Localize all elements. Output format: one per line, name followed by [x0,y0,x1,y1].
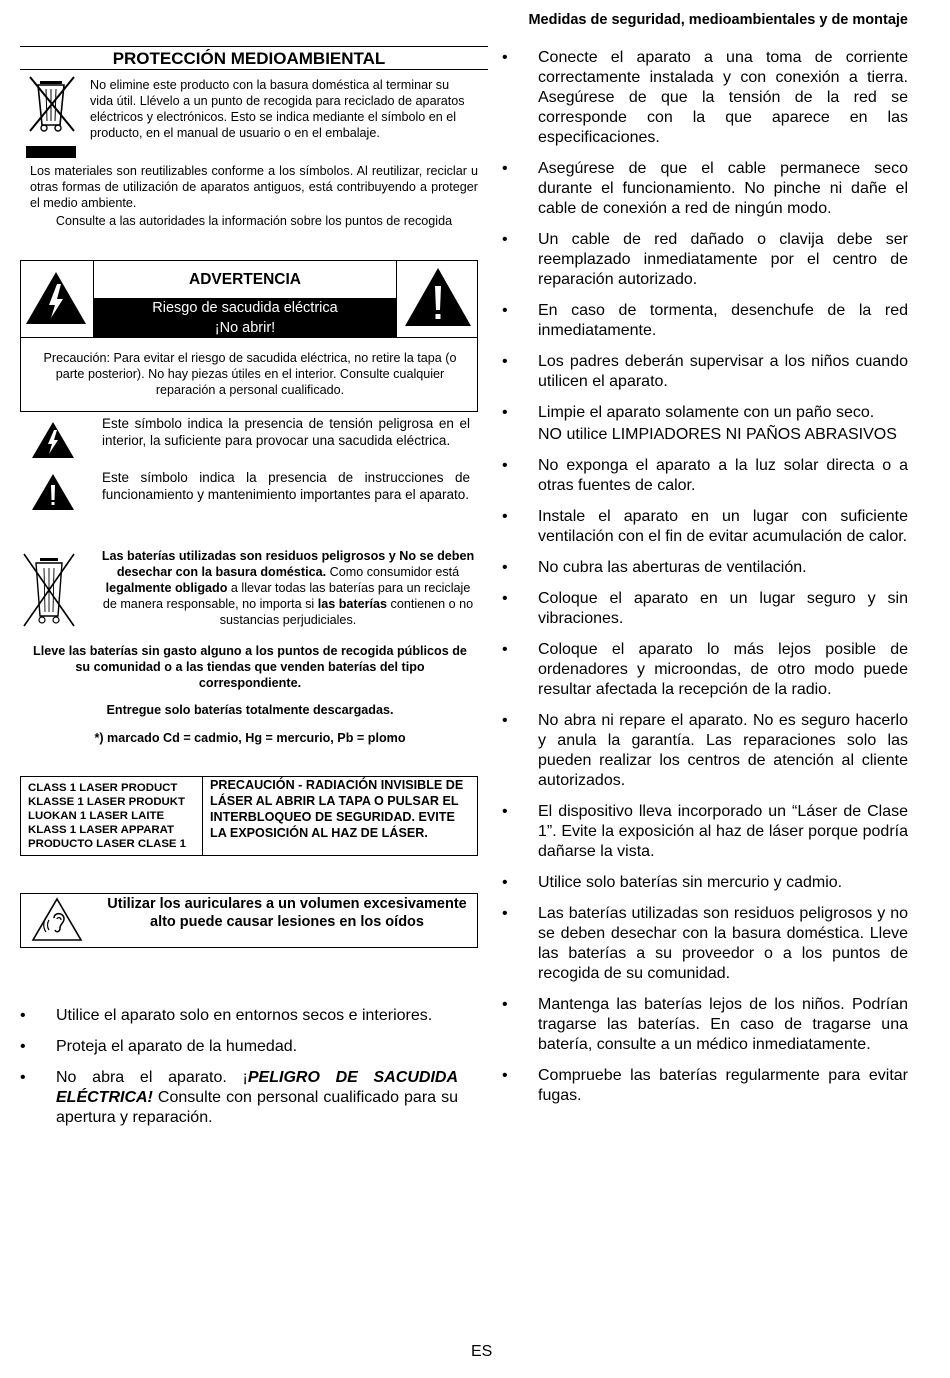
list-item: • Limpie el aparato solamente con un paño seco. [502,403,908,423]
laser-label: KLASSE 1 LASER PRODUKT [28,796,185,808]
list-item: • Utilice el aparato solo en entornos secos e interiores. [20,1006,458,1026]
warning-voltage-cell [20,260,94,338]
warning-caution-text: Precaución: Para evitar el riesgo de sacudida eléctrica, no retire la tapa (o parte posterior). No hay piezas útiles en el interior. Consulte cualquier reparación a personal cualificado. [43,351,457,397]
exclamation-warning-icon [30,472,76,512]
right-bullet-list [502,48,908,1117]
batteries-span: a llevar todas las baterías para un reciclaje de manera responsable, no importa si [102,581,471,611]
page-header: Medidas de seguridad, medioambientales y de montaje [528,12,908,28]
environment-text: Consulte a las autoridades la información sobre los puntos de recogida [55,214,453,228]
batteries-bold: legalmente obligado [105,581,228,595]
list-item [20,1068,458,1128]
crossed-bin-icon [20,548,78,630]
list-item-text: Consulte con personal cualificado para su apertura y reparación. [56,1089,458,1126]
voltage-symbol-text: Este símbolo indica la presencia de tensión peligrosa en el interior, la suficiente para provocar una sacudida eléctrica. [102,416,470,448]
list-item: • Coloque el aparato lo más lejos posible de ordenadores y microondas, de otro modo puede resultar afectada la recepción de la radio. [502,640,908,700]
laser-caution: PRECAUCIÓN - RADIACIÓN INVISIBLE DE LÁSER AL ABRIR LA TAPA O PULSAR EL INTERBLOQUEO DE SEGURIDAD. EVITE LA EXPOSICIÓN AL HAZ DE LÁSER. [210,778,464,840]
list-item-continuation: NO utilice LIMPIADORES NI PAÑOS ABRASIVOS [538,426,897,443]
environment-text: Los materiales son reutilizables conforme a los símbolos. Al reutilizar, reciclar u otras formas de utilización de aparatos antiguos, está contribuyendo a proteger el medio ambiente. [30,164,478,210]
warning-exclamation-cell [396,260,478,338]
list-item: • Un cable de red dañado o clavija debe ser reemplazado inmediatamente por el centro de reparación autorizado. [502,230,908,290]
list-item: • Proteja el aparato de la humedad. [20,1037,458,1057]
laser-label: PRODUCTO LASER CLASE 1 [28,838,187,850]
list-item: • Instale el aparato en un lugar con suficiente ventilación con el fin de evitar acumulación de calor. [502,507,908,547]
environment-text: No elimine este producto con la basura doméstica al terminar su vida útil. Llévelo a un punto de recogida para reciclado de aparatos eléctricos y electrónicos. Esto se indica mediante el símbolo en el producto, en el manual de usuario o en el embalaje. [90,78,465,140]
list-item: • El dispositivo lleva incorporado un “Láser de Clase 1”. Evite la exposición al haz de láser porque podría dañarse la vista. [502,802,908,862]
list-item: • Utilice solo baterías sin mercurio y cadmio. [502,873,908,893]
batteries-text: *) marcado Cd = cadmio, Hg = mercurio, Pb = plomo [94,731,406,745]
batteries-bold: Las baterías utilizadas son residuos peligrosos y No se deben desechar con la basura doméstica. [101,549,475,579]
list-item: • Compruebe las baterías regularmente para evitar fugas. [502,1066,908,1106]
lightning-warning-icon [30,420,76,460]
list-item-text: No abra el aparato. ¡ [56,1069,248,1086]
list-item: • No cubra las aberturas de ventilación. [502,558,908,578]
list-item: • Coloque el aparato en un lugar seguro y sin vibraciones. [502,589,908,629]
laser-label: CLASS 1 LASER PRODUCT [28,782,178,794]
warning-title: ADVERTENCIA [189,271,301,288]
crossed-bin-icon [24,73,80,135]
list-item: • En caso de tormenta, desenchufe de la red inmediatamente. [502,301,908,341]
list-item: • Asegúrese de que el cable permanece seco durante el funcionamiento. No pinche ni dañe el cable de conexión a red de ningún modo. [502,159,908,219]
environment-title: PROTECCIÓN MEDIOAMBIENTAL [112,49,386,68]
ear-warning-icon [30,896,84,944]
left-bullet-list [20,1006,458,1139]
exclamation-warning-icon [397,260,477,336]
batteries-text: Entregue solo baterías totalmente descargadas. [106,703,394,717]
laser-labels [28,781,200,851]
laser-label: KLASS 1 LASER APPARAT [28,824,174,836]
batteries-span: contienen o no sustancias perjudiciales. [219,597,474,627]
divider [202,776,203,856]
weee-bar [26,146,76,158]
batteries-bold: las baterías [317,597,388,611]
list-item: • No exponga el aparato a la luz solar directa o a otras fuentes de calor. [502,456,908,496]
divider [20,46,488,47]
batteries-text [100,548,476,628]
warning-line: Riesgo de sacudida eléctrica [152,300,338,316]
list-item: • Las baterías utilizadas son residuos peligrosos y no se deben desechar con la basura doméstica. Lleve las baterías a su proveedor o a los puntos de recogida de su comunidad. [502,904,908,984]
divider [20,69,488,70]
warning-line: ¡No abrir! [214,320,276,336]
laser-label: LUOKAN 1 LASER LAITE [28,810,165,822]
list-item: • Mantenga las baterías lejos de los niños. Podrían tragarse las baterías. En caso de tragarse una batería, consulte a un médico inmediatamente. [502,995,908,1055]
batteries-span: Como consumidor está [326,565,460,579]
danger-emphasis: PELIGRO DE SACUDIDA ELÉCTRICA! [56,1069,459,1106]
language-label: ES [471,1343,493,1360]
list-item: • Conecte el aparato a una toma de corriente correctamente instalada y con conexión a tierra. Asegúrese de que la tensión de la red se corresponde con la que aparece en las especificaciones. [502,48,908,148]
list-item: • No abra ni repare el aparato. No es seguro hacerlo y anula la garantía. Las reparaciones solo las pueden realizar los centros de atención al cliente autorizados. [502,711,908,791]
batteries-text: Lleve las baterías sin gasto alguno a los puntos de recogida públicos de su comunidad o a las tiendas que venden baterías del tipo correspondiente. [33,644,467,690]
instructions-symbol-text: Este símbolo indica la presencia de instrucciones de funcionamiento y mantenimiento importantes para el aparato. [102,470,470,502]
lightning-warning-icon [20,260,92,336]
hearing-text: Utilizar los auriculares a un volumen excesivamente alto puede causar lesiones en los oídos [107,896,467,930]
warning-banner [94,298,396,337]
list-item: • Los padres deberán supervisar a los niños cuando utilicen el aparato. [502,352,908,392]
